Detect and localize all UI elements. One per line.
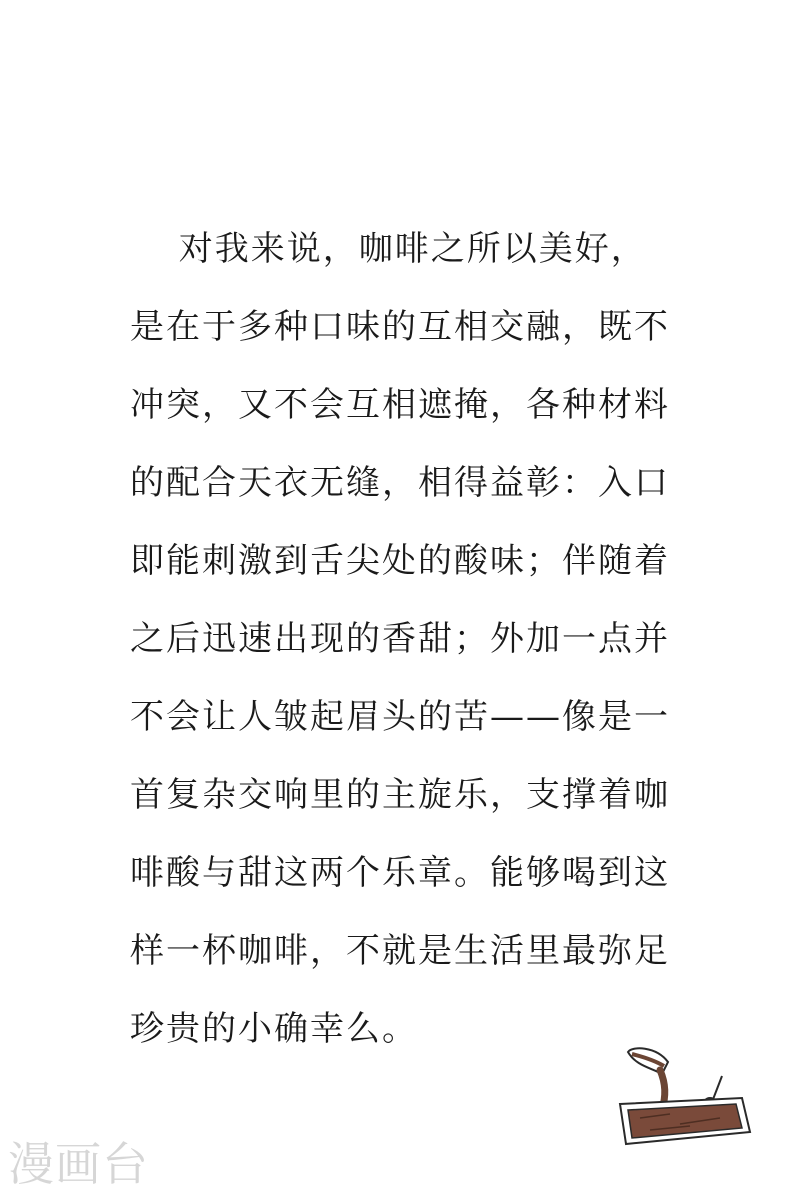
passage-line: 对我来说，咖啡之所以美好， [130,229,647,269]
passage-line: 啡酸与甜这两个乐章。能够喝到这 [130,853,670,893]
passage-line: 珍贵的小确幸么。 [130,1009,418,1049]
passage-line: 即能刺激到舌尖处的酸味；伴随着 [130,541,670,581]
coffee-pouring-tray-icon [610,1040,760,1150]
passage-line: 之后迅速出现的香甜；外加一点并 [130,619,670,659]
passage-text [130,210,670,1068]
passage-line: 是在于多种口味的互相交融，既不 [130,307,670,347]
passage-line: 样一杯咖啡，不就是生活里最弥足 [130,931,670,971]
watermark: 漫画台 [8,1137,149,1191]
passage-line: 的配合天衣无缝，相得益彰：入口 [130,463,670,503]
passage-line: 冲突，又不会互相遮掩，各种材料 [130,385,670,425]
passage-line: 不会让人皱起眉头的苦——像是一 [130,697,670,737]
passage-line: 首复杂交响里的主旋乐，支撑着咖 [130,775,670,815]
